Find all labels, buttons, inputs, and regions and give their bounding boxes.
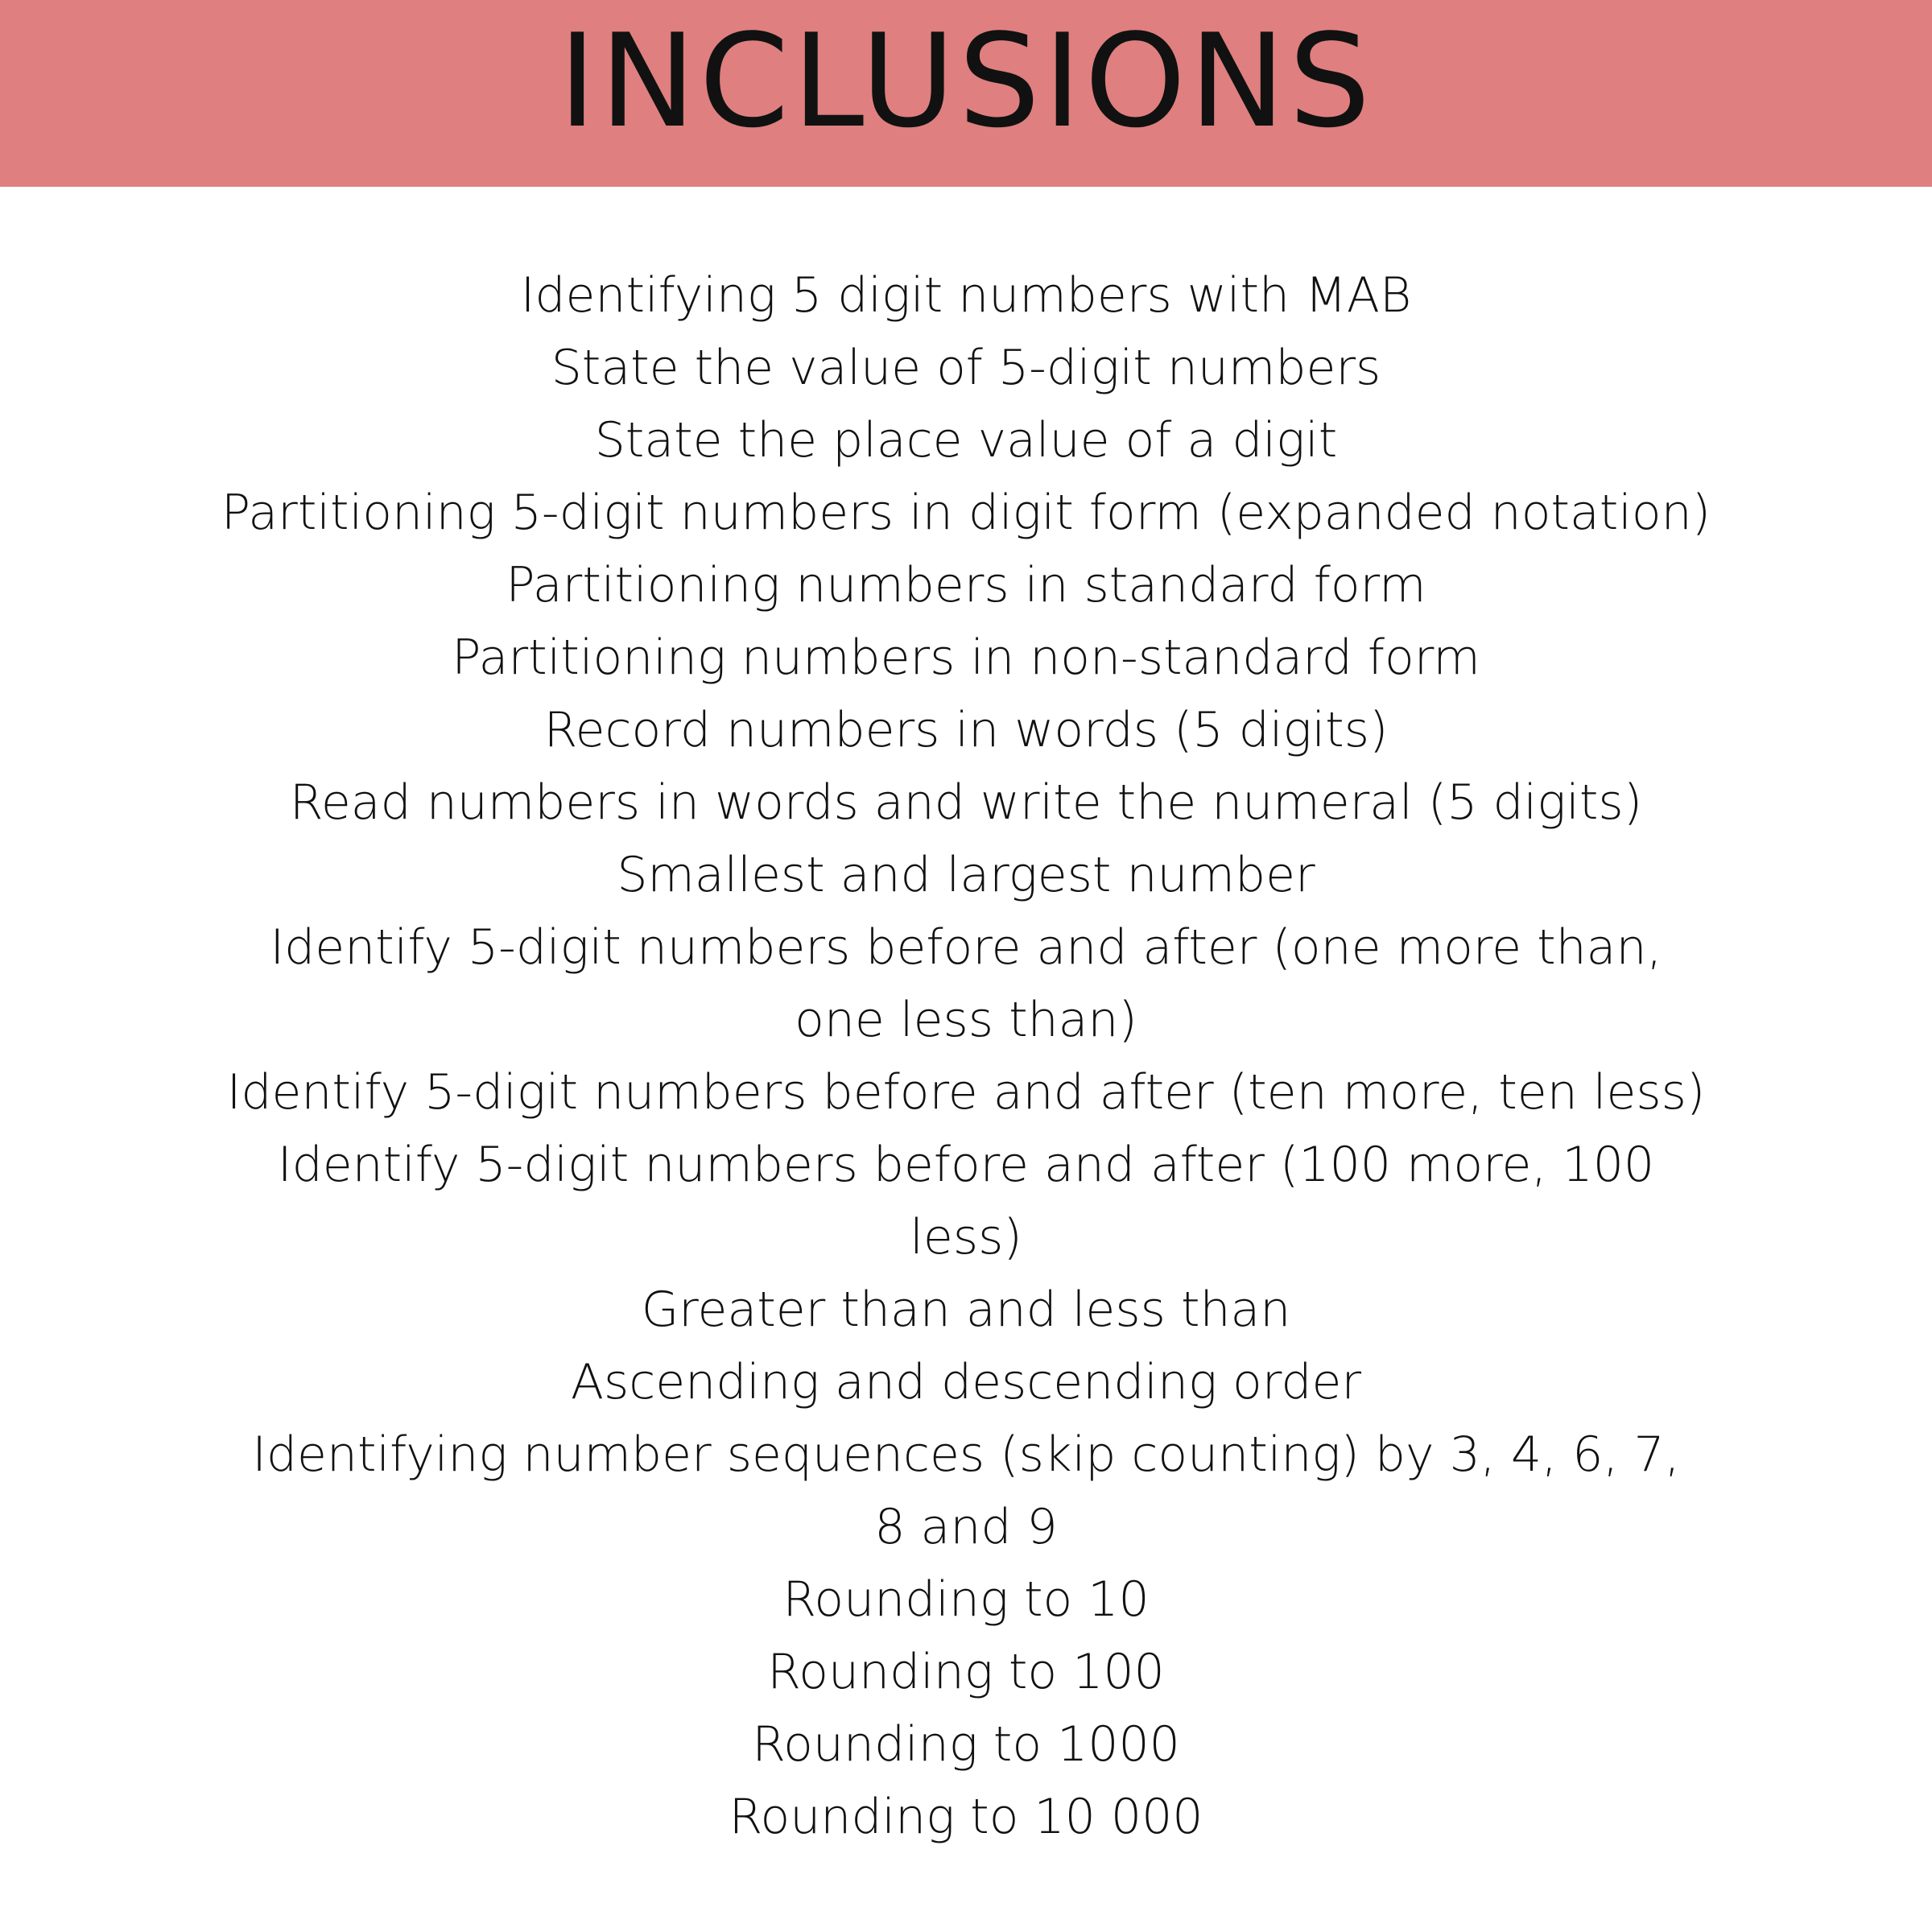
list-item: Identifying number sequences (skip counting) by 3, 4, 6, 7, 8 and 9 [252,1426,1680,1555]
list-item: Ascending and descending order [570,1354,1362,1410]
list-item: Identify 5-digit numbers before and after (ten more, ten less) [226,1064,1706,1121]
list-item: Rounding to 10 000 [729,1789,1203,1845]
list-item: Rounding to 10 [782,1571,1150,1628]
list-item: Smallest and largest number [617,847,1315,903]
list-item: Rounding to 1000 [752,1716,1180,1773]
list-item: Partitioning 5-digit numbers in digit form (expanded notation) [221,485,1711,541]
page-title: INCLUSIONS [558,6,1374,156]
title-banner [0,0,1932,187]
list-item: Greater than and less than [641,1282,1291,1338]
list-item: State the place value of a digit [594,412,1338,469]
list-item: Read numbers in words and write the numeral (5 digits) [289,774,1643,831]
list-item: Partitioning numbers in non-standard form [452,630,1480,686]
list-item: State the value of 5-digit numbers [551,340,1381,396]
list-item: Record numbers in words (5 digits) [543,702,1389,758]
list-item: Identify 5-digit numbers before and after (100 more, 100 less) [277,1137,1655,1265]
inclusions-list [161,259,1771,1853]
list-item: Identify 5-digit numbers before and after (one more than, one less than) [270,919,1662,1048]
list-item: Rounding to 100 [767,1644,1165,1700]
list-item: Identifying 5 digit numbers with MAB [520,267,1412,324]
list-item: Partitioning numbers in standard form [506,557,1426,613]
